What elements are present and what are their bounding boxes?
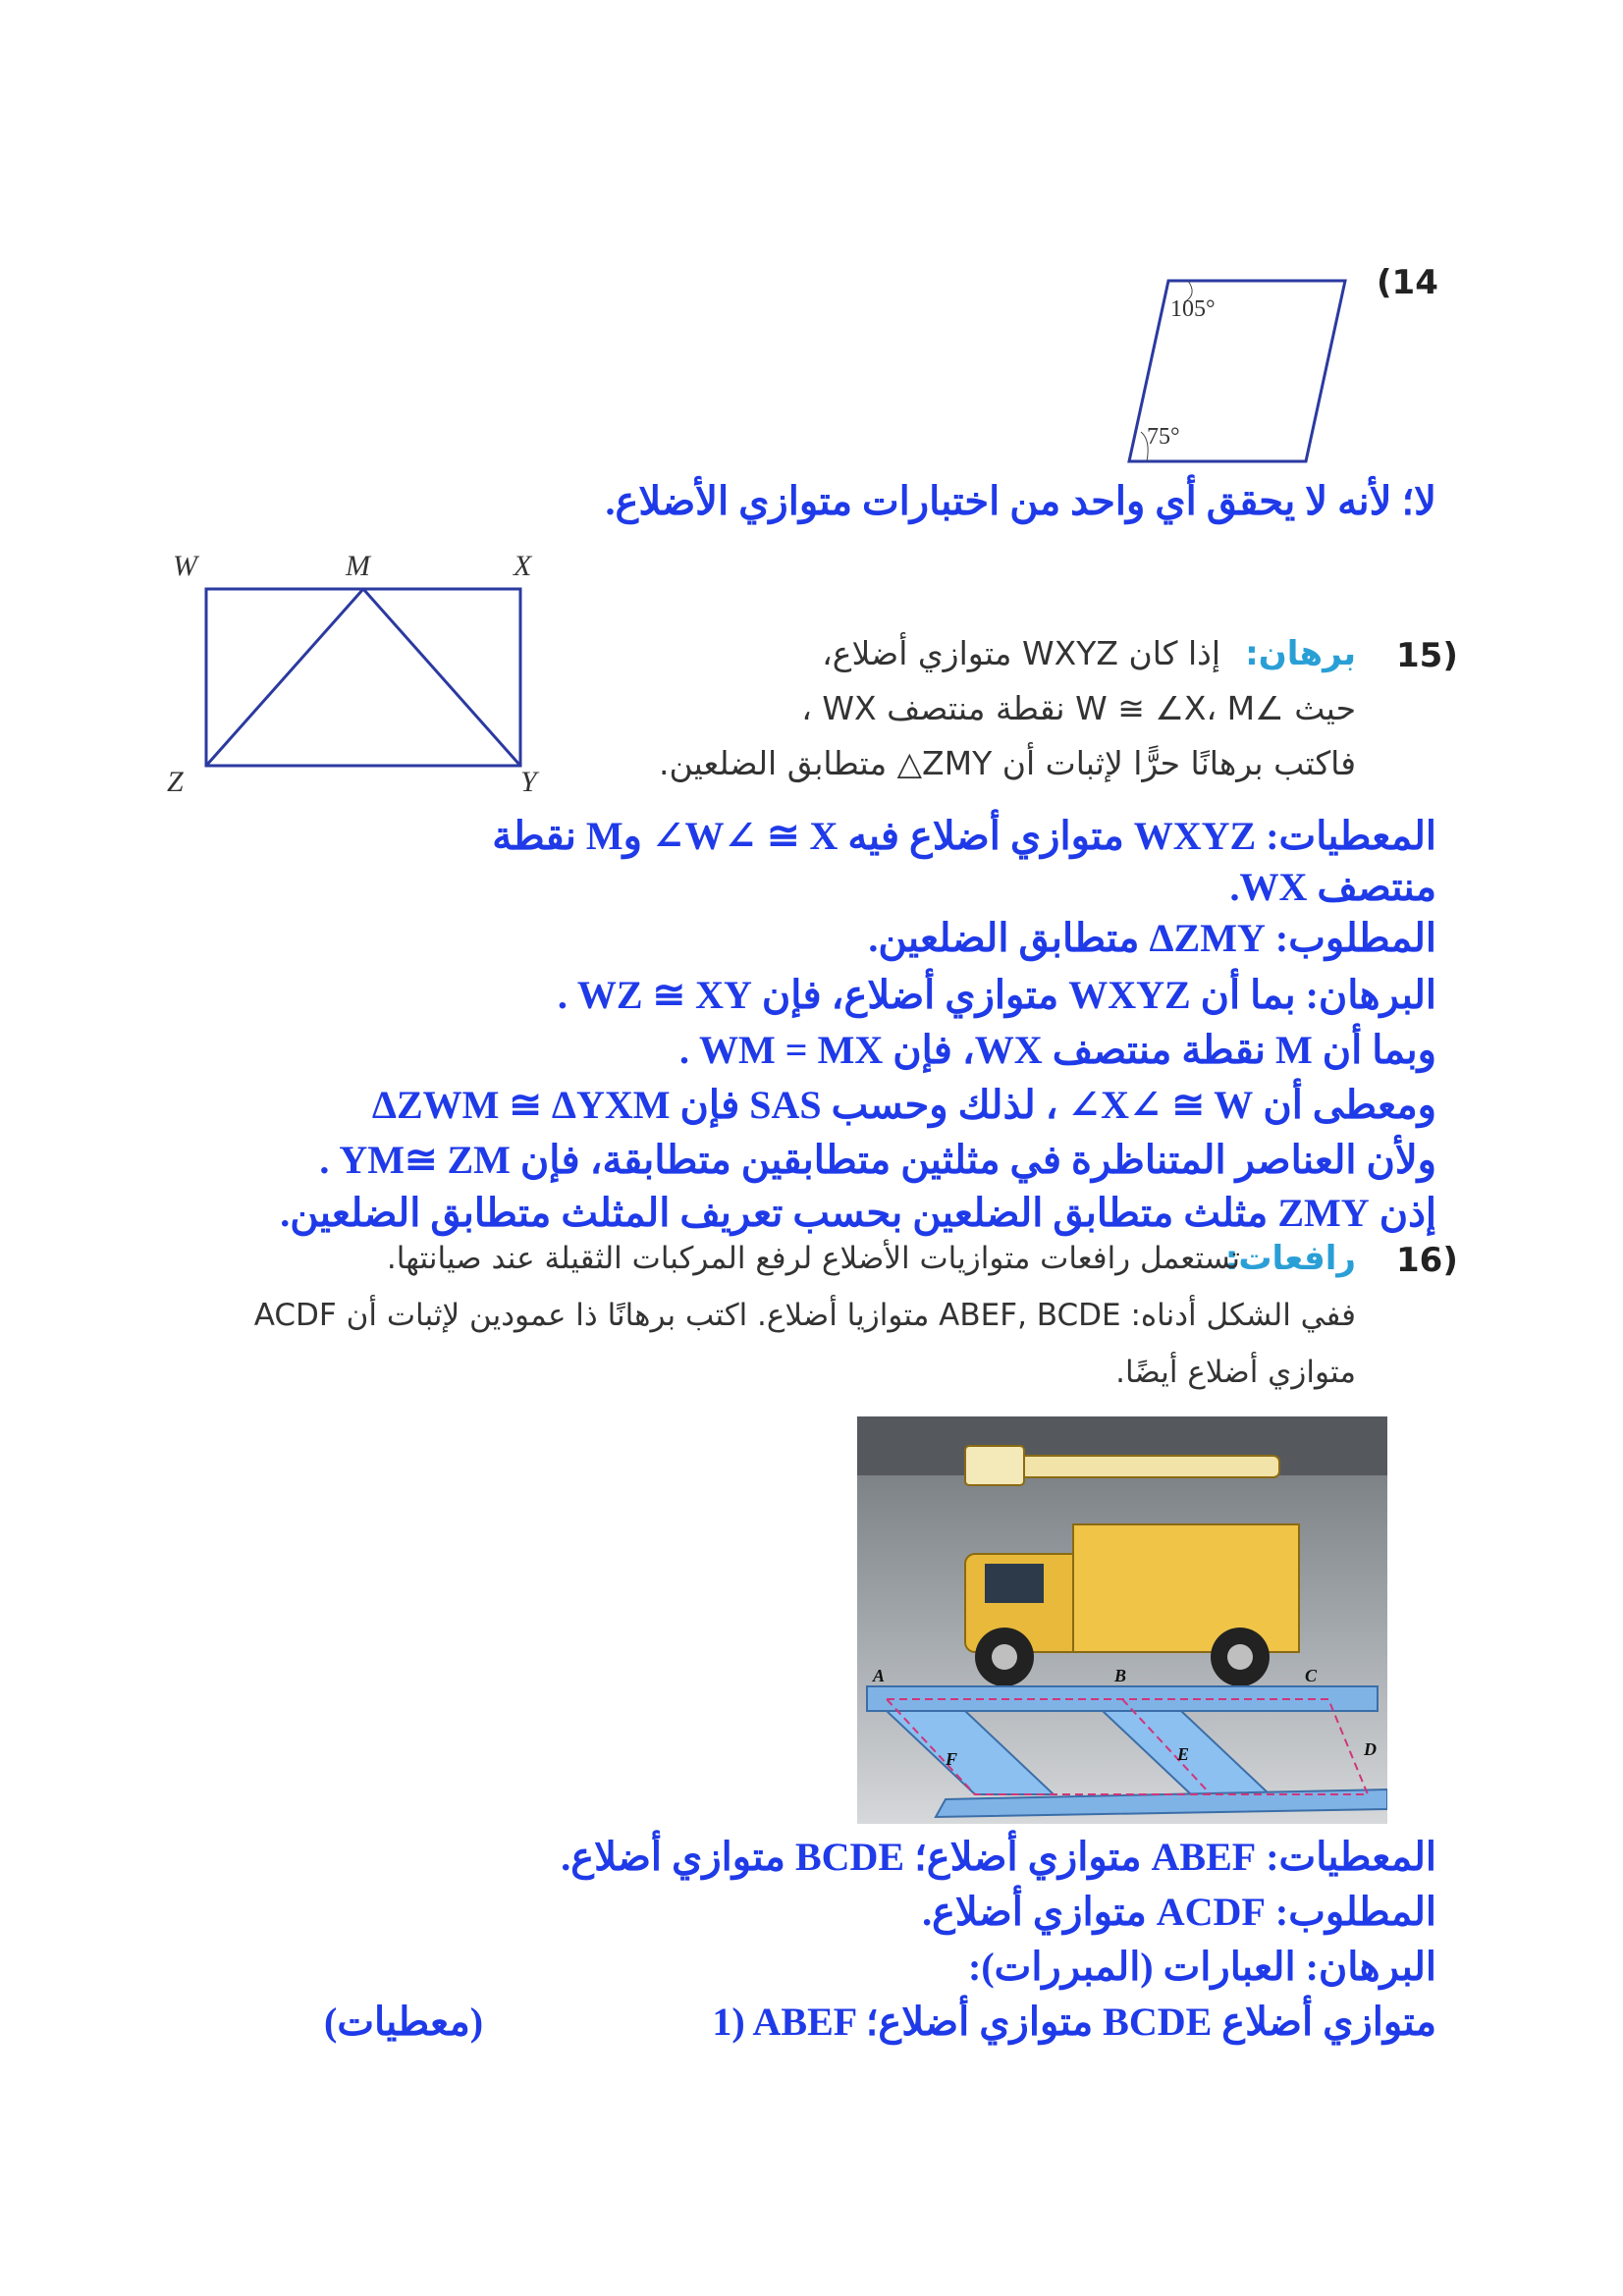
front-hub [992, 1644, 1017, 1670]
q15-answer-line-7: ولأن العناصر المتناظرة في مثلثين متطابقين متطابقة، فإن YM≅ ZM . [319, 1138, 1436, 1182]
q15-line1: إذا كان WXYZ متوازي أضلاع، [822, 634, 1220, 672]
q16-line2: ففي الشكل أدناه: ABEF, BCDE متوازيا أضلاع. اكتب برهانًا ذا عمودين لإثبات أن ACDF [253, 1298, 1356, 1333]
q15-line3: فاكتب برهانًا حرًّا لإثبات أن ZMY△ متطابق الضلعين. [658, 744, 1356, 782]
q15-answer-line-3: المطلوب: ΔZMY متطابق الضلعين. [868, 916, 1436, 960]
q15-answer-line-4: البرهان: بما أن WXYZ متوازي أضلاع، فإن WZ ≅ XY . [557, 973, 1436, 1017]
angle-label-top: 105° [1170, 296, 1216, 322]
q15-answer-line-2: منتصف WX. [1229, 865, 1436, 909]
q15-answer-line-8: إذن ZMY مثلث متطابق الضلعين بحسب تعريف المثلث متطابق الضلعين. [280, 1191, 1436, 1235]
photo-label-f: F [946, 1749, 958, 1769]
boom-arm [1004, 1456, 1279, 1477]
truck-body [1073, 1524, 1299, 1652]
bucket [965, 1446, 1024, 1485]
q16-line3: متوازي أضلاع أيضًا. [1115, 1355, 1356, 1390]
q15-rectangle-figure [167, 555, 579, 800]
q16-answer-line-3: البرهان: العبارات (المبررات): [968, 1945, 1436, 1989]
vertex-label-z: Z [167, 766, 184, 798]
rectangle-wxyz [206, 589, 520, 766]
q15-answer-line-6: ومعطى أن X∠ ≅ W∠ ، لذلك وحسب SAS فإن ΔZWM ≅ ΔYXM [371, 1083, 1436, 1127]
truck-lift-photo [857, 1416, 1387, 1824]
q16-number: 16) [1396, 1241, 1458, 1280]
q15-answer-line-1: المعطيات: WXYZ متوازي أضلاع فيه W∠ ≅ X∠ وM نقطة [492, 814, 1436, 858]
vertex-label-m: M [346, 550, 370, 582]
q16-answer-line-1: المعطيات: ABEF متوازي أضلاع؛ BCDE متوازي أضلاع. [561, 1835, 1436, 1879]
photo-label-b: B [1114, 1666, 1127, 1685]
truck-window [985, 1564, 1044, 1603]
q15-keyword: برهان: [1245, 634, 1356, 673]
segment-zm [206, 589, 363, 766]
q14-answer: لا؛ لأنه لا يحقق أي واحد من اختبارات متوازي الأضلاع. [605, 479, 1436, 523]
rear-hub [1227, 1644, 1253, 1670]
angle-label-bottom: 75° [1147, 424, 1180, 450]
vertex-label-x: X [514, 550, 532, 582]
q16-line1: تستعمل رافعات متوازيات الأضلاع لرفع المركبات الثقيلة عند صيانتها. [386, 1241, 1240, 1276]
q16-answer-line-2: المطلوب: ACDF متوازي أضلاع. [922, 1890, 1436, 1934]
vertex-label-w: W [173, 550, 197, 582]
photo-label-a: A [873, 1666, 886, 1685]
q16-step1-statement: 1) ABEF متوازي أضلاع؛ BCDE متوازي أضلاع [712, 2000, 1436, 2044]
q16-step1-reason: (معطيات) [324, 2000, 484, 2044]
photo-label-e: E [1177, 1744, 1190, 1764]
photo-label-d: D [1364, 1739, 1377, 1759]
q15-line2: حيث ∠W ≅ ∠X، M نقطة منتصف WX ، [801, 689, 1356, 727]
q15-number: 15) [1396, 636, 1458, 675]
q16-keyword: رافعات: [1224, 1239, 1356, 1278]
photo-label-c: C [1305, 1666, 1318, 1685]
segment-my [363, 589, 520, 766]
q15-answer-line-5: وبما أن M نقطة منتصف WX، فإن WM = MX . [679, 1028, 1436, 1072]
vertex-label-y: Y [520, 766, 537, 798]
q14-number: (14 [1377, 263, 1438, 302]
